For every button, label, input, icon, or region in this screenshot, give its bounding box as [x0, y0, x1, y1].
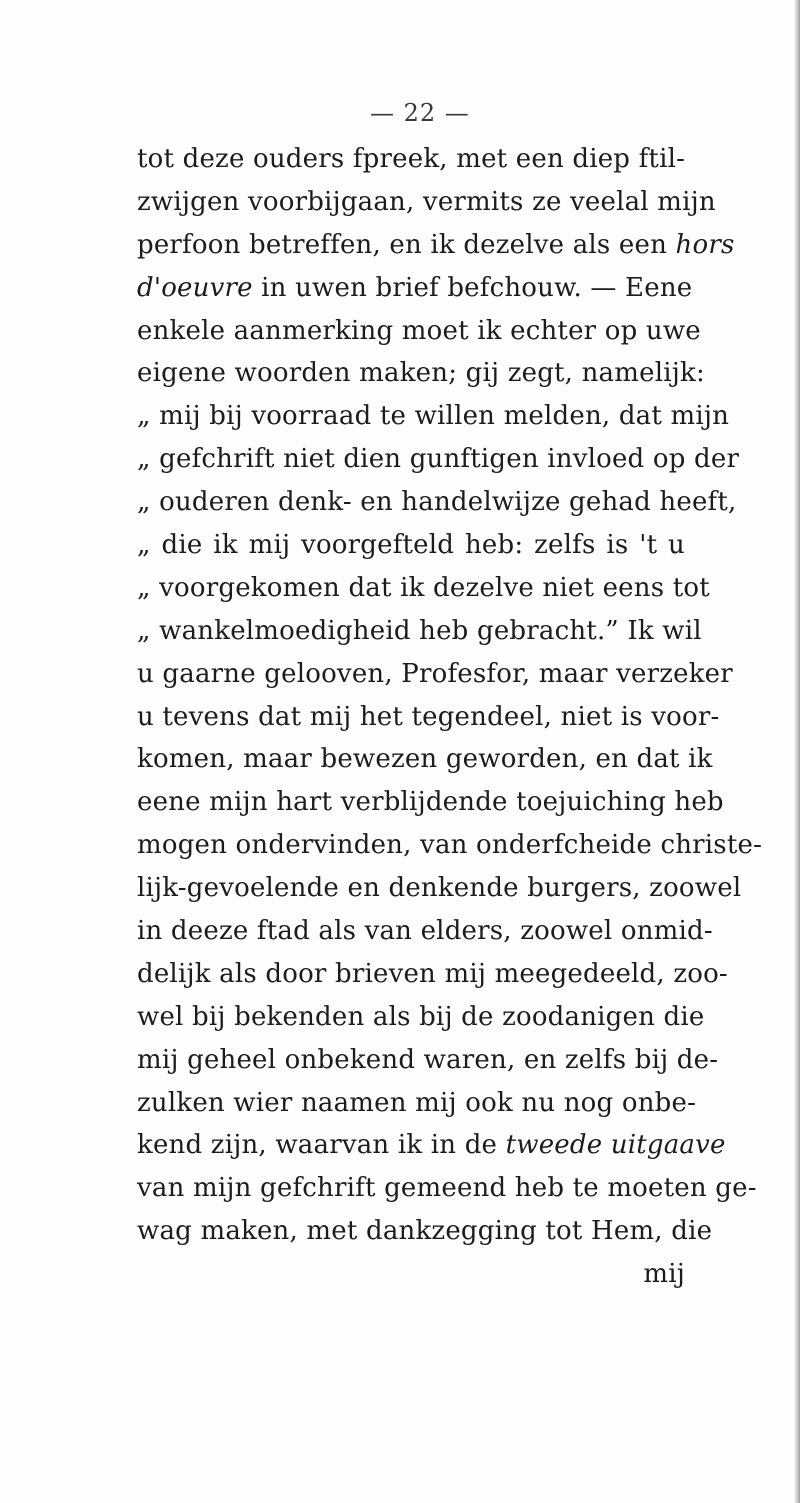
- text-line: [137, 267, 693, 310]
- text-line: [137, 696, 720, 739]
- line-text: mij: [643, 1259, 685, 1290]
- line-text: enkele aanmerking moet ik echter op uwe: [137, 315, 701, 346]
- line-text: „ voorgekomen dat ik dezelve niet eens tot: [137, 572, 710, 603]
- text-line: [137, 310, 701, 353]
- italic-phrase: tweede uitgaave: [505, 1130, 726, 1161]
- text-line: [137, 395, 730, 438]
- text-line: [137, 1210, 713, 1253]
- line-text: komen, maar bewezen geworden, en dat ik: [137, 744, 713, 775]
- text-line: [137, 181, 716, 224]
- text-line: [137, 653, 733, 696]
- text-line: [137, 781, 724, 824]
- line-text: u tevens dat mij het tegendeel, niet is voor-: [137, 701, 720, 732]
- line-text: „ wankelmoedigheid heb gebracht.” Ik wil: [137, 615, 702, 646]
- line-text: kend zijn, waarvan ik in de: [137, 1130, 506, 1161]
- text-line: [137, 1039, 719, 1082]
- text-line: [137, 910, 713, 953]
- line-text: wag maken, met dankzegging tot Hem, die: [137, 1216, 713, 1247]
- page-edge: [794, 0, 800, 1503]
- text-line: [137, 738, 713, 781]
- line-text: in deeze ftad als van elders, zoowel onmid-: [137, 916, 713, 947]
- text-line: [137, 224, 735, 267]
- body-text: [137, 138, 763, 1296]
- text-line: [137, 352, 705, 395]
- line-text: in uwen brief befchouw. — Eene: [252, 272, 693, 303]
- catchword: [137, 1253, 685, 1296]
- page-number: — 22 —: [370, 99, 470, 127]
- line-text: „ die ik mij voorgefteld heb: zelfs is 't u: [137, 530, 685, 561]
- text-line: [137, 481, 737, 524]
- line-text: eigene woorden maken; gij zegt, namelijk:: [137, 358, 705, 389]
- text-line: [137, 1167, 757, 1210]
- italic-phrase: hors: [675, 229, 735, 260]
- text-line: [137, 1082, 697, 1125]
- line-text: tot deze ouders fpreek, met een diep ftil-: [137, 144, 686, 174]
- text-line: [137, 996, 705, 1039]
- line-text: zwijgen voorbijgaan, vermits ze veelal mijn: [137, 186, 716, 217]
- text-line: [137, 867, 742, 910]
- text-line: [137, 438, 740, 481]
- line-text: eene mijn hart verblijdende toejuiching heb: [137, 787, 724, 818]
- text-line: [137, 953, 728, 996]
- text-line: [137, 1124, 726, 1167]
- line-text: mogen ondervinden, van onderfcheide christe-: [137, 830, 763, 861]
- line-text: delijk als door brieven mij meegedeeld, zoo-: [137, 958, 728, 989]
- text-line: [137, 567, 710, 610]
- line-text: wel bij bekenden als bij de zoodanigen die: [137, 1001, 705, 1032]
- line-text: mij geheel onbekend waren, en zelfs bij de-: [137, 1044, 719, 1075]
- line-text: „ ouderen denk- en handelwijze gehad heeft,: [137, 487, 737, 518]
- text-line: [137, 138, 685, 181]
- line-text: van mijn gefchrift gemeend heb te moeten ge-: [137, 1173, 757, 1204]
- text-line: [137, 610, 702, 653]
- italic-phrase: d'oeuvre: [137, 272, 253, 303]
- line-text: zulken wier naamen mij ook nu nog onbe-: [137, 1087, 697, 1118]
- text-line: [137, 524, 685, 567]
- line-text: lijk-gevoelende en denkende burgers, zoowel: [137, 873, 742, 904]
- line-text: u gaarne gelooven, Profesfor, maar verzeker: [137, 658, 733, 689]
- line-text: „ mij bij voorraad te willen melden, dat mijn: [137, 401, 730, 432]
- line-text: perfoon betreffen, en ik dezelve als een: [137, 229, 676, 260]
- line-text: „ gefchrift niet dien gunftigen invloed op der: [137, 444, 740, 475]
- text-line: [137, 824, 763, 867]
